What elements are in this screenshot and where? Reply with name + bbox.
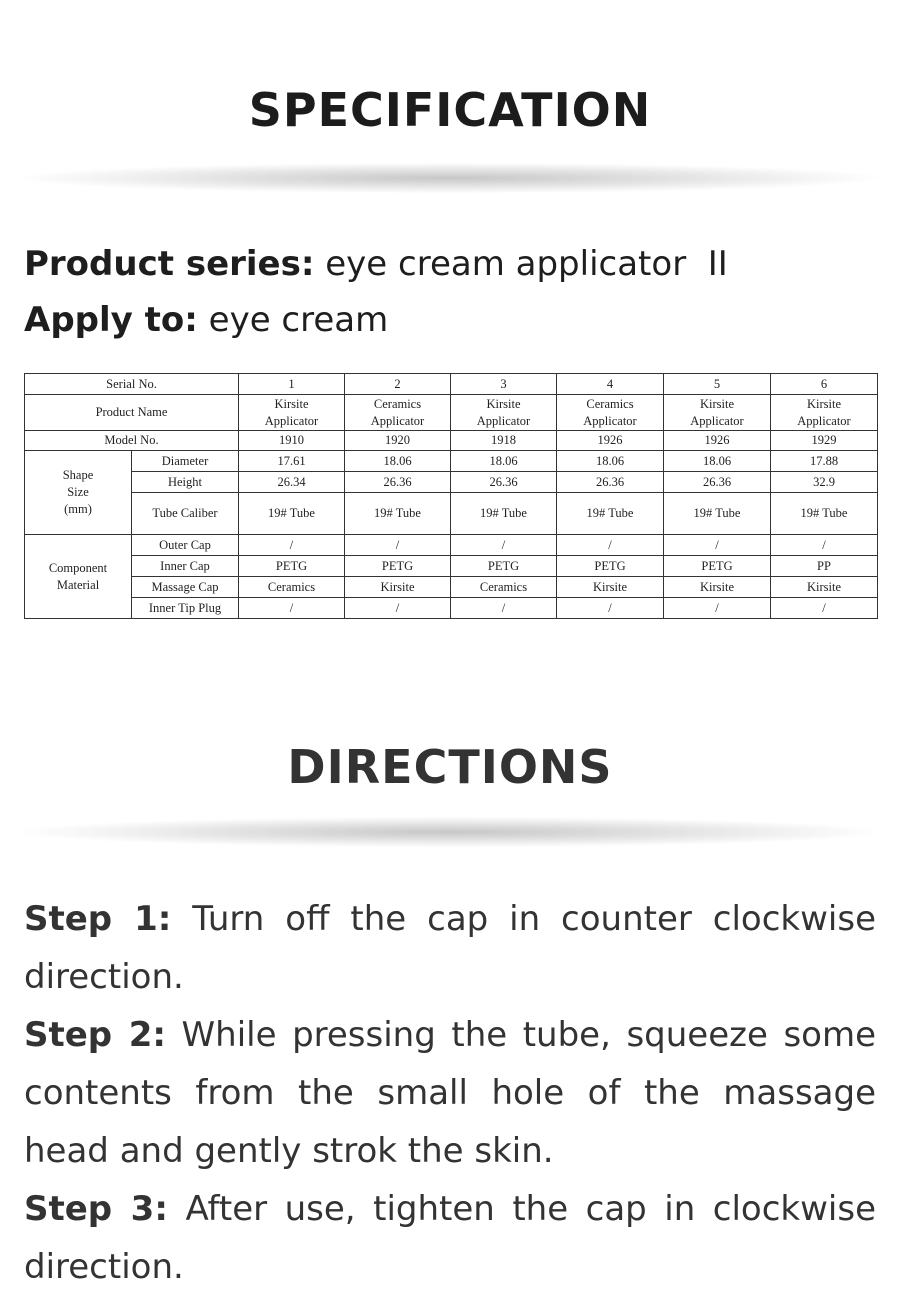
product-series-value: eye cream applicator II: [325, 244, 728, 284]
product-name-cell: Kirsite Applicator: [239, 395, 345, 431]
outer-cap-cell: /: [557, 535, 664, 556]
height-cell: 32.9: [771, 472, 878, 493]
model-label-cell: Model No.: [25, 431, 239, 451]
outer-cap-cell: /: [771, 535, 878, 556]
step-text: While pressing the tube, squeeze some contents from the small hole of the massage head and gently strok the skin.: [24, 1015, 876, 1171]
tube-caliber-cell: 19# Tube: [664, 493, 771, 535]
inner-tip-plug-cell: /: [345, 598, 451, 619]
inner-cap-label-cell: Inner Cap: [132, 556, 239, 577]
tube-caliber-cell: 19# Tube: [771, 493, 878, 535]
tube-caliber-cell: 19# Tube: [451, 493, 557, 535]
massage-cap-cell: Ceramics: [451, 577, 557, 598]
serial-cell: 6: [771, 374, 878, 395]
step-label: Step 2:: [24, 1015, 166, 1055]
product-series-line: [24, 244, 728, 284]
directions-heading: DIRECTIONS: [287, 740, 613, 794]
height-cell: 26.36: [345, 472, 451, 493]
model-cell: 1910: [239, 431, 345, 451]
model-cell: 1926: [664, 431, 771, 451]
direction-step: [24, 1006, 876, 1180]
outer-cap-label-cell: Outer Cap: [132, 535, 239, 556]
table-row-product-name: [25, 395, 878, 431]
diameter-cell: 18.06: [557, 451, 664, 472]
step-label: Step 1:: [24, 899, 172, 939]
diameter-cell: 18.06: [451, 451, 557, 472]
diameter-cell: 18.06: [664, 451, 771, 472]
directions-steps: [24, 890, 876, 1296]
massage-cap-cell: Kirsite: [771, 577, 878, 598]
tube-caliber-label-cell: Tube Caliber: [132, 493, 239, 535]
product-name-cell: Ceramics Applicator: [557, 395, 664, 431]
component-material-group-cell: Component Material: [25, 535, 132, 619]
height-label-cell: Height: [132, 472, 239, 493]
massage-cap-cell: Kirsite: [557, 577, 664, 598]
apply-to-label: Apply to:: [24, 300, 198, 340]
apply-to-value: eye cream: [208, 300, 389, 340]
product-name-cell: Kirsite Applicator: [771, 395, 878, 431]
product-name-cell: Kirsite Applicator: [451, 395, 557, 431]
inner-cap-cell: PETG: [345, 556, 451, 577]
diameter-cell: 17.88: [771, 451, 878, 472]
height-cell: 26.36: [451, 472, 557, 493]
height-cell: 26.34: [239, 472, 345, 493]
outer-cap-cell: /: [664, 535, 771, 556]
serial-cell: 1: [239, 374, 345, 395]
direction-step: [24, 1180, 876, 1296]
product-series-label: Product series:: [24, 244, 315, 284]
product-name-cell: Ceramics Applicator: [345, 395, 451, 431]
tube-caliber-cell: 19# Tube: [239, 493, 345, 535]
height-cell: 26.36: [664, 472, 771, 493]
shape-size-group-cell: Shape Size (mm): [25, 451, 132, 535]
massage-cap-cell: Kirsite: [345, 577, 451, 598]
outer-cap-cell: /: [451, 535, 557, 556]
massage-cap-label-cell: Massage Cap: [132, 577, 239, 598]
inner-cap-cell: PETG: [451, 556, 557, 577]
outer-cap-cell: /: [239, 535, 345, 556]
inner-cap-cell: PETG: [239, 556, 345, 577]
model-cell: 1929: [771, 431, 878, 451]
inner-tip-plug-cell: /: [771, 598, 878, 619]
inner-tip-plug-cell: /: [557, 598, 664, 619]
serial-label-cell: Serial No.: [25, 374, 239, 395]
inner-tip-plug-cell: /: [451, 598, 557, 619]
massage-cap-cell: Ceramics: [239, 577, 345, 598]
model-cell: 1926: [557, 431, 664, 451]
inner-tip-plug-cell: /: [239, 598, 345, 619]
step-text: After use, tighten the cap in clockwise direction.: [24, 1189, 876, 1287]
massage-cap-cell: Kirsite: [664, 577, 771, 598]
table-row-massage-cap: [25, 577, 878, 598]
inner-tip-plug-label-cell: Inner Tip Plug: [132, 598, 239, 619]
product-name-cell: Kirsite Applicator: [664, 395, 771, 431]
heading-divider-shadow: [22, 163, 878, 193]
serial-cell: 5: [664, 374, 771, 395]
table-row-outer-cap: [25, 535, 878, 556]
diameter-label-cell: Diameter: [132, 451, 239, 472]
inner-cap-cell: PETG: [557, 556, 664, 577]
table-row-inner-cap: [25, 556, 878, 577]
specification-heading: SPECIFICATION: [248, 83, 652, 137]
table-row-serial: [25, 374, 878, 395]
table-row-inner-tip-plug: [25, 598, 878, 619]
direction-step: [24, 890, 876, 1006]
serial-cell: 2: [345, 374, 451, 395]
product-name-label-cell: Product Name: [25, 395, 239, 431]
diameter-cell: 18.06: [345, 451, 451, 472]
model-cell: 1920: [345, 431, 451, 451]
table-row-model: [25, 431, 878, 451]
tube-caliber-cell: 19# Tube: [345, 493, 451, 535]
table-row-height: [25, 472, 878, 493]
table-row-diameter: [25, 451, 878, 472]
apply-to-line: [24, 300, 388, 340]
inner-cap-cell: PETG: [664, 556, 771, 577]
tube-caliber-cell: 19# Tube: [557, 493, 664, 535]
serial-cell: 4: [557, 374, 664, 395]
diameter-cell: 17.61: [239, 451, 345, 472]
inner-cap-cell: PP: [771, 556, 878, 577]
step-label: Step 3:: [24, 1189, 168, 1229]
outer-cap-cell: /: [345, 535, 451, 556]
inner-tip-plug-cell: /: [664, 598, 771, 619]
specification-table: [24, 373, 878, 619]
serial-cell: 3: [451, 374, 557, 395]
height-cell: 26.36: [557, 472, 664, 493]
model-cell: 1918: [451, 431, 557, 451]
step-text: Turn off the cap in counter clockwise direction.: [24, 899, 876, 997]
directions-divider-shadow: [22, 817, 878, 847]
table-row-tube-caliber: [25, 493, 878, 535]
